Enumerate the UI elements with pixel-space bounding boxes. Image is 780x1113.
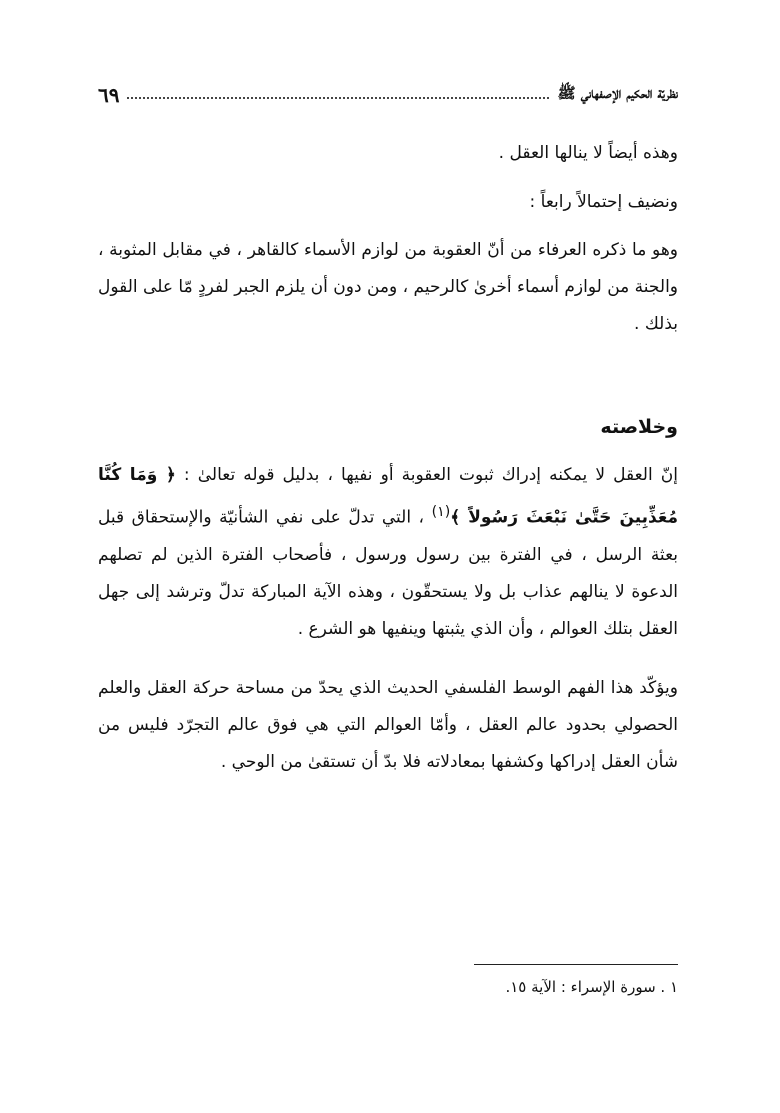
running-header — [98, 80, 678, 110]
footnote-separator — [474, 964, 678, 965]
header-title: نظريّة الحكيم الإصفهاني ﷺ — [557, 84, 678, 102]
paragraph-3: وهو ما ذكره العرفاء من أنّ العقوبة من لوازم الأسماء كالقاهر ، في مقابل المثوبة ، والجنة من لوازم أسماء أخرىٰ كالرحيم ، ومن دون أن يلزم الجبر لفردٍ مّا على القول بذلك . — [98, 240, 678, 334]
footnote: ١ . سورة الإسراء : الآية ١٥. — [505, 978, 678, 996]
quran-verse: ﴿ وَمَا كُنَّا مُعَذِّبِينَ حَتَّىٰ نَبْعَثَ رَسُولاً ﴾ — [98, 465, 679, 528]
paragraph-4-intro: إنّ العقل لا يمكنه إدراك ثبوت العقوبة أو نفيها ، بدليل قوله تعالىٰ : — [175, 465, 679, 485]
section-heading: وخلاصته — [600, 416, 678, 438]
paragraph-5: ويؤكّد هذا الفهم الوسط الفلسفي الحديث الذي يحدّ من مساحة حركة العقل والعلم الحصولي بحدود عالم العقل ، وأمّا العوالم التي هي فوق عالم التجرّد فليس من شأن العقل إدراكها وكشفها بمعادلاته فلا بدّ أن تستقىٰ من الوحي . — [98, 678, 678, 772]
header-dot-leader — [127, 97, 549, 99]
paragraph-4-rest: ، التي تدلّ على نفي الشأنيّة والإستحقاق قبل بعثة الرسل ، في الفترة بين رسول ورسول ، فأصحاب الفترة الذين لم تصلهم الدعوة لا ينالهم عذاب بل ولا يستحقّون ، وهذه الآية المباركة تدلّ وترشد إلى جهل العقل بتلك العوالم ، وأن الذي يثبتها وينفيها هو الشرع . — [98, 507, 678, 639]
paragraph-1: وهذه أيضاً لا ينالها العقل . — [498, 143, 678, 163]
footnote-ref: (١) — [431, 504, 451, 520]
paragraph-4 — [98, 457, 678, 648]
paragraph-2: ونضيف إحتمالاً رابعاً : — [529, 192, 678, 212]
page-number: ٦٩ — [98, 83, 120, 107]
